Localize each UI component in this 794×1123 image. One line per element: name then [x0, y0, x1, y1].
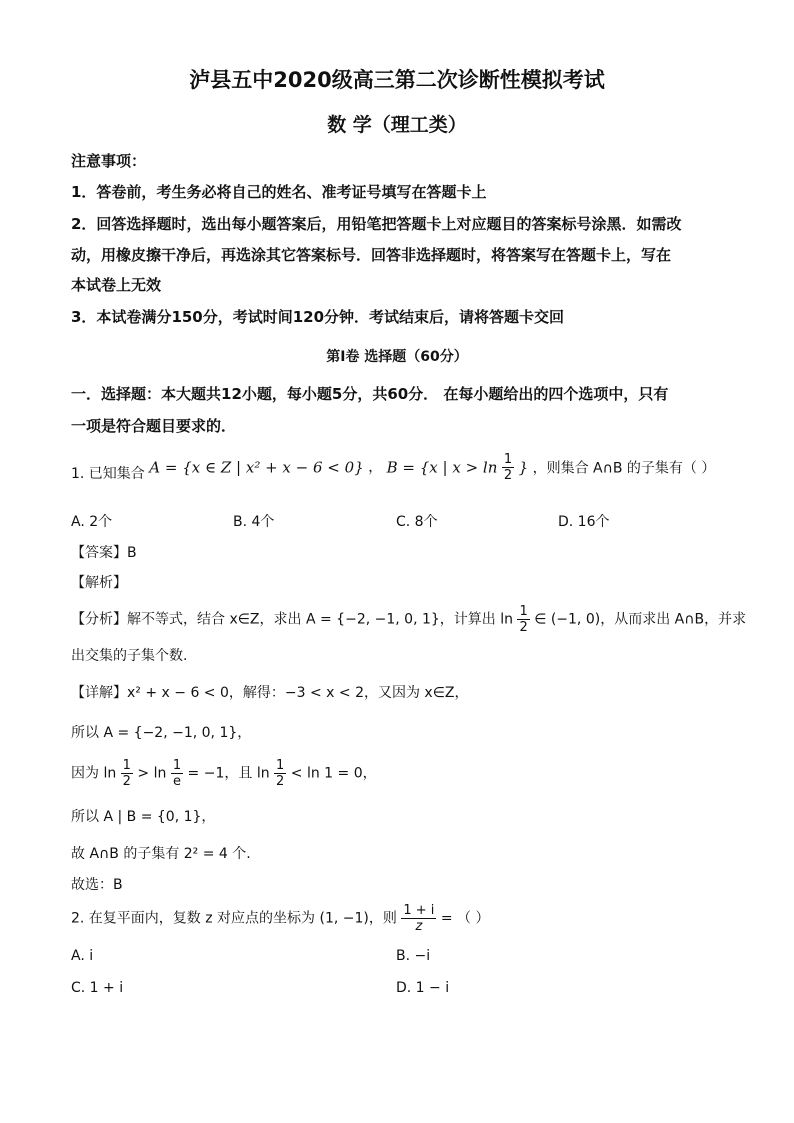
- fenxi-fraction: [517, 604, 529, 635]
- question-1-prefix: 1. 已知集合: [71, 466, 145, 482]
- detail-conclusion: 故选：B: [71, 877, 123, 893]
- detail-step-3: 所以 A | B = {0, 1}，: [71, 809, 216, 825]
- fenxi-tag: 【分析】: [71, 611, 127, 628]
- answer-tag: 【答案】: [71, 545, 127, 561]
- section-instructions-line-2: 一项是符合题目要求的．: [71, 417, 237, 435]
- step2-denominator-1: 2: [122, 774, 131, 789]
- step2-fraction-2: [171, 758, 183, 789]
- question-2-option-d: D. 1 − i: [396, 980, 450, 996]
- step2-fraction-3: [274, 758, 286, 789]
- notice-item-2-line-3: 本试卷上无效: [71, 276, 162, 294]
- question-2-denominator: z: [415, 919, 423, 934]
- detail-tag: 【详解】: [71, 685, 127, 701]
- set-b-fraction: [502, 452, 514, 483]
- set-b-numerator: 1: [503, 452, 513, 467]
- question-1-comma: ，: [368, 459, 383, 476]
- question-2-numerator: 1 + i: [403, 903, 435, 918]
- notice-item-3: 3．本试卷满分150分，考试时间120分钟．考试结束后，请将答题卡交回: [71, 308, 565, 326]
- answer-value: B: [127, 545, 137, 561]
- question-1-option-a: A. 2个: [71, 514, 113, 530]
- step2-text-b: > ln: [137, 765, 167, 782]
- detail-line-1: [71, 682, 469, 702]
- question-1-suffix: ，则集合 A∩B 的子集有（ ）: [532, 460, 716, 477]
- notice-item-1: 1．答卷前，考生务必将自己的姓名、准考证号填写在答题卡上: [71, 183, 487, 201]
- question-2-suffix: = （ ）: [440, 910, 490, 927]
- step2-numerator-3: 1: [276, 758, 285, 773]
- analysis-line-1: [71, 604, 746, 635]
- question-2-fraction: [401, 903, 436, 934]
- fenxi-text-b: ∈ (−1, 0)，从而求出 A∩B，并求: [534, 611, 747, 628]
- set-b-left: B = {x | x > ln: [386, 458, 498, 477]
- detail-text: x² + x − 6 < 0，解得：−3 < x < 2，又因为 x∈Z，: [127, 685, 469, 701]
- detail-step-1: 所以 A = {−2, −1, 0, 1}，: [71, 725, 252, 741]
- step2-numerator-2: 1: [172, 758, 182, 773]
- step2-text-a: 因为 ln: [71, 765, 117, 782]
- set-a-definition: A = {x ∈ Z | x² + x − 6 < 0}: [149, 458, 364, 477]
- step2-denominator-3: 2: [276, 774, 285, 789]
- step2-denominator-2: e: [172, 774, 181, 789]
- question-2-prefix: 2. 在复平面内，复数 z 对应点的坐标为 (1, −1)，则: [71, 910, 397, 927]
- fenxi-denominator: 2: [519, 620, 528, 635]
- question-2-option-a: A. i: [71, 948, 94, 964]
- notice-item-2-line-1: 2．回答选择题时，选出每小题答案后，用铅笔把答题卡上对应题目的答案标号涂黑．如需改: [71, 215, 682, 233]
- question-2-stem: [71, 903, 489, 934]
- question-2-option-c: C. 1 + i: [71, 980, 124, 996]
- step2-numerator-1: 1: [122, 758, 131, 773]
- question-1-stem: [71, 452, 715, 483]
- exam-title: 泸县五中2020级高三第二次诊断性模拟考试: [189, 68, 605, 92]
- set-b-denominator: 2: [503, 468, 513, 483]
- notice-heading: 注意事项：: [71, 152, 147, 170]
- analysis-tag: 【解析】: [71, 575, 127, 591]
- part-1-heading: 第I卷 选择题（60分）: [326, 349, 468, 365]
- notice-item-2-line-2: 动，用橡皮擦干净后，再选涂其它答案标号．回答非选择题时，将答案写在答题卡上，写在: [71, 246, 672, 264]
- question-1-option-c: C. 8个: [396, 514, 438, 530]
- question-2-option-b: B. −i: [396, 948, 431, 964]
- detail-step-4: 故 A∩B 的子集有 2² = 4 个.: [71, 846, 251, 862]
- step2-fraction-1: [121, 758, 133, 789]
- fenxi-numerator: 1: [519, 604, 528, 619]
- step2-text-d: < ln 1 = 0，: [290, 765, 377, 782]
- question-1-option-d: D. 16个: [558, 514, 610, 530]
- step2-text-c: = −1，且 ln: [187, 765, 270, 782]
- answer-line: [71, 542, 137, 562]
- set-b-right: }: [518, 458, 529, 477]
- exam-subtitle: 数 学（理工类）: [327, 114, 467, 136]
- section-instructions-line-1: 一．选择题：本大题共12小题，每小题5分，共60分． 在每小题给出的四个选项中，只有: [71, 385, 669, 403]
- question-1-option-b: B. 4个: [233, 514, 275, 530]
- detail-step-2: [71, 758, 377, 789]
- fenxi-text-a: 解不等式，结合 x∈Z，求出 A = {−2, −1, 0, 1}，计算出 ln: [127, 611, 513, 628]
- analysis-line-2: 出交集的子集个数.: [71, 648, 188, 664]
